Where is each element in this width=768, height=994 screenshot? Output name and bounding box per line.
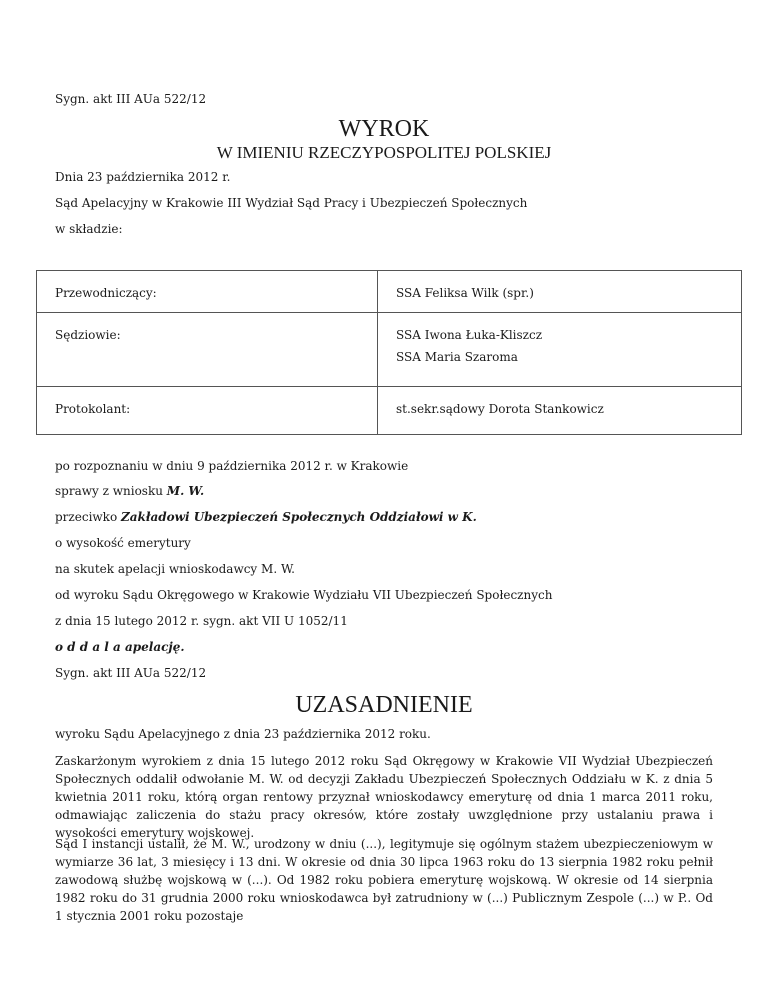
verdict-date: Dnia 23 października 2012 r. [55,170,231,184]
lower-court-date-line: z dnia 15 lutego 2012 r. sygn. akt VII U 1052/11 [55,614,348,628]
respondent-line: przeciwko Zakładowi Ubezpieczeń Społecznych Oddziałowi w K. [55,510,477,524]
court-name: Sąd Apelacyjny w Krakowie III Wydział Sąd Pracy i Ubezpieczeń Społecznych [55,196,528,210]
composition-table [36,270,742,435]
hearing-line: po rozpoznaniu w dniu 9 października 2012 r. w Krakowie [55,459,409,473]
verdict-title: WYROK [338,116,430,142]
justification-intro: wyroku Sądu Apelacyjnego z dnia 23 października 2012 roku. [55,727,431,741]
case-signature: Sygn. akt III AUa 522/12 [55,92,207,106]
lower-court-line: od wyroku Sądu Okręgowego w Krakowie Wydziału VII Ubezpieczeń Społecznych [55,588,553,602]
respondent-name: Zakładowi Ubezpieczeń Społecznych Oddziałowi w K. [120,510,477,524]
chair-label: Przewodniczący: [55,286,157,300]
verdict-subtitle: W IMIENIU RZECZYPOSPOLITEJ POLSKIEJ [216,143,552,162]
justification-title: UZASADNIENIE [295,692,473,718]
applicant-name: M. W. [166,484,205,498]
judges-label: Sędziowie: [55,328,121,342]
clerk-label: Protokolant: [55,402,131,416]
justification-signature: Sygn. akt III AUa 522/12 [55,666,207,680]
justification-paragraph-2: Sąd I instancji ustalił, że M. W., urodzony w dniu (...), legitymuje się ogólnym stażem ubezpieczeniowym w wymiarze 36 lat, 3 miesięcy i 13 dni. W okresie od dnia 30 lipca 1963 roku do 13 sierpnia 1982 roku pełnił zawodową służbę wojskową w (...). Od 1982 roku pobiera emeryturę wojskową. W okresie od 14 sierpnia 1982 roku do 31 grudnia 2000 roku wnioskodawca był zatrudniony w (...) Publicznym Zespole (...) w P.. Od 1 stycznia 2001 roku pozostaje [55,837,713,923]
subject-line: o wysokość emerytury [55,536,191,550]
verdict-decision: o d d a l a apelację. [55,640,185,654]
chair-value: SSA Feliksa Wilk (spr.) [396,286,534,300]
composition-intro: w składzie: [55,222,123,236]
judge-2: SSA Maria Szaroma [396,350,518,364]
clerk-value: st.sekr.sądowy Dorota Stankowicz [396,402,604,416]
applicant-line: sprawy z wniosku M. W. [55,484,205,498]
justification-paragraph-1: Zaskarżonym wyrokiem z dnia 15 lutego 2012 roku Sąd Okręgowy w Krakowie VII Wydział Ubezpieczeń Społecznych oddalił odwołanie M. W. od decyzji Zakładu Ubezpieczeń Społecznych Oddziału w K. z dnia 5 kwietnia 2011 roku, którą organ rentowy przyznał wnioskodawcy emeryturę od dnia 1 marca 2011 roku, odmawiając zaliczenia do stażu pracy okresów, które zostały uwzględnione przy ustalaniu prawa i wysokości emerytury wojskowej. [55,754,713,840]
judge-1: SSA Iwona Łuka-Kliszcz [396,328,543,342]
appeal-line: na skutek apelacji wnioskodawcy M. W. [55,562,295,576]
